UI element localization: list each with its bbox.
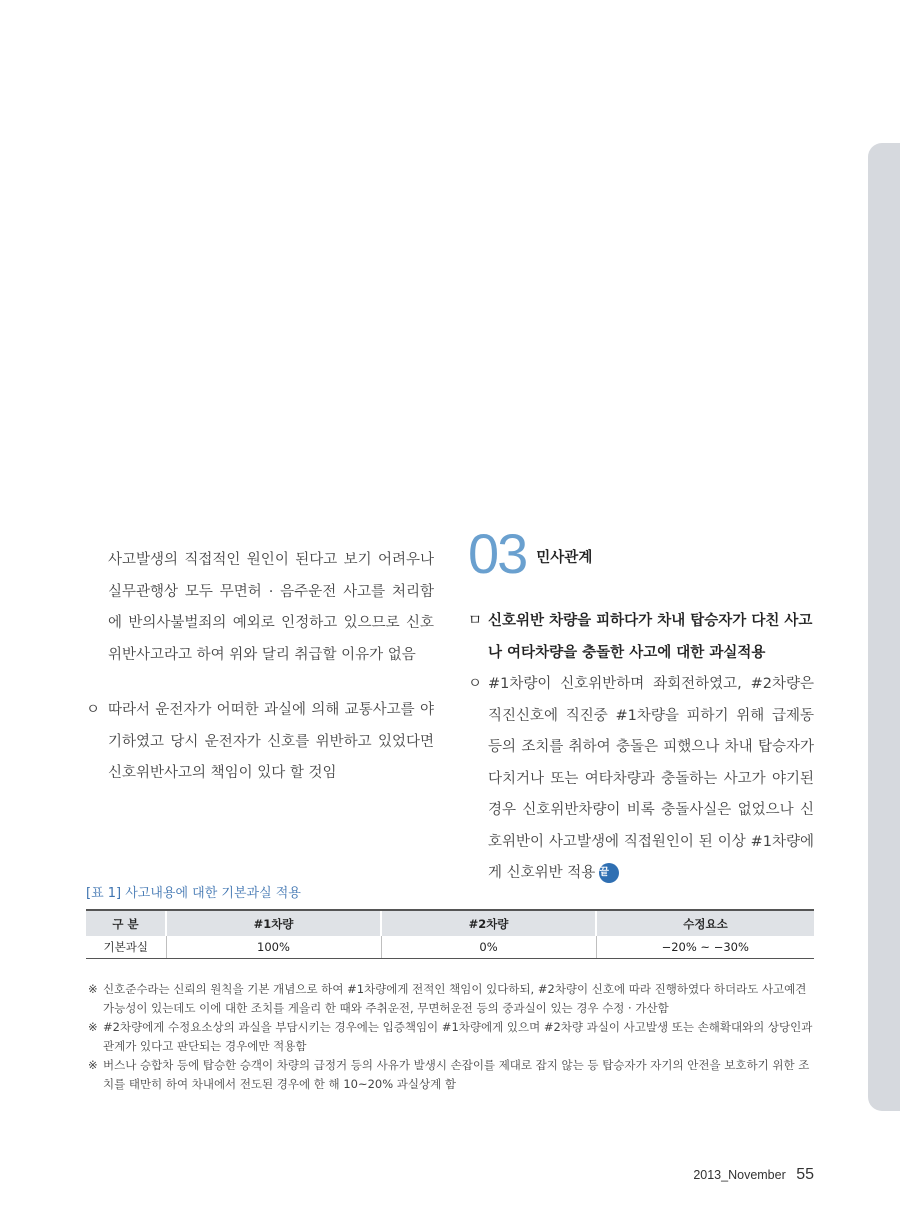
right-paragraph: [468, 669, 814, 890]
side-tab-decoration: [868, 143, 900, 1111]
table-header-cell: #1차량: [166, 910, 381, 936]
page-number: 55: [796, 1166, 814, 1183]
page-footer: [693, 1166, 814, 1184]
table-cell: 100%: [166, 936, 381, 959]
table-cell: −20% ~ −30%: [596, 936, 814, 959]
note-text: 신호준수라는 신뢰의 원칙을 기본 개념으로 하여 #1차량에게 전적인 책임이 있다하되, #2차량이 신호에 따라 진행하였다 하더라도 사고예견가능성이 있는데도 이에 대한 조치를 게을리 한 때와 주취운전, 무면허운전 등의 중과실이 있는 경우 수정 · 가산함: [103, 982, 807, 1015]
table-cell: 0%: [381, 936, 596, 959]
table-row: [86, 936, 814, 959]
table-header-cell: 수정요소: [596, 910, 814, 936]
note-item: [88, 980, 816, 1018]
end-badge-icon: 끝: [599, 863, 619, 883]
note-text: 버스나 승합차 등에 탑승한 승객이 차량의 급정거 등의 사유가 발생시 손잡이를 제대로 잡지 않는 등 탑승자가 자기의 안전을 보호하기 위한 조치를 태만히 하여 차내에서 전도된 경우에 한 해 10~20% 과실상계 함: [103, 1058, 810, 1091]
note-mark: ※: [88, 1058, 98, 1072]
basic-fault-table: [86, 909, 814, 959]
square-bullet: ㅁ: [468, 613, 483, 629]
section-title: 민사관계: [536, 549, 593, 566]
right-paragraph-text: #1차량이 신호위반하며 좌회전하였고, #2차량은 직진신호에 직진중 #1차량을 피하기 위해 급제동 등의 조치를 취하여 충돌은 피했으나 차내 탑승자가 다치거나 또는 여타차량과 충돌하는 사고가 야기된 경우 신호위반차량이 비록 충돌사실은 없었으나 신호위반이 사고발생에 직접원인이 된 이상 #1차량에게 신호위반 적용: [488, 676, 814, 881]
note-text: #2차량에게 수정요소상의 과실을 부담시키는 경우에는 입증책임이 #1차량에게 있으며 #2차량 과실이 사고발생 또는 손해확대와의 상당인과관계가 있다고 판단되는 경우에만 적용함: [103, 1020, 813, 1053]
note-mark: ※: [88, 982, 98, 996]
circle-bullet: ㅇ: [468, 676, 483, 692]
note-item: [88, 1018, 816, 1056]
left-paragraph-2-text: 따라서 운전자가 어떠한 과실에 의해 교통사고를 야기하였고 당시 운전자가 신호를 위반하고 있었다면 신호위반사고의 책임이 있다 할 것임: [108, 702, 434, 781]
note-item: [88, 1056, 816, 1094]
note-mark: ※: [88, 1020, 98, 1034]
issue-label: 2013_November: [693, 1168, 786, 1182]
sub-heading-text: 신호위반 차량을 피하다가 차내 탑승자가 다친 사고나 여타차량을 충돌한 사고에 대한 과실적용: [488, 613, 813, 661]
left-paragraph-1: [86, 545, 434, 671]
sub-heading: [468, 606, 814, 669]
table-header-cell: #2차량: [381, 910, 596, 936]
table-header-row: [86, 910, 814, 936]
table-caption: [표 1] 사고내용에 대한 기본과실 적용: [86, 886, 301, 901]
left-paragraph-2: [86, 695, 434, 790]
right-paragraph-body: [488, 669, 814, 890]
table-notes: [88, 980, 816, 1094]
table-header-cell: 구 분: [86, 910, 166, 936]
left-paragraph-1-text: 사고발생의 직접적인 원인이 된다고 보기 어려우나 실무관행상 모두 무면허 · 음주운전 사고를 처리함에 반의사불벌죄의 예외로 인정하고 있으므로 신호위반사고라고 하여 위와 달리 취급할 이유가 없음: [108, 552, 434, 663]
section-heading: [468, 522, 814, 585]
section-number: 03: [468, 522, 527, 585]
circle-bullet: ㅇ: [86, 702, 101, 718]
right-column: [468, 522, 814, 890]
table-cell: 기본과실: [86, 936, 166, 959]
left-column: [86, 545, 434, 790]
